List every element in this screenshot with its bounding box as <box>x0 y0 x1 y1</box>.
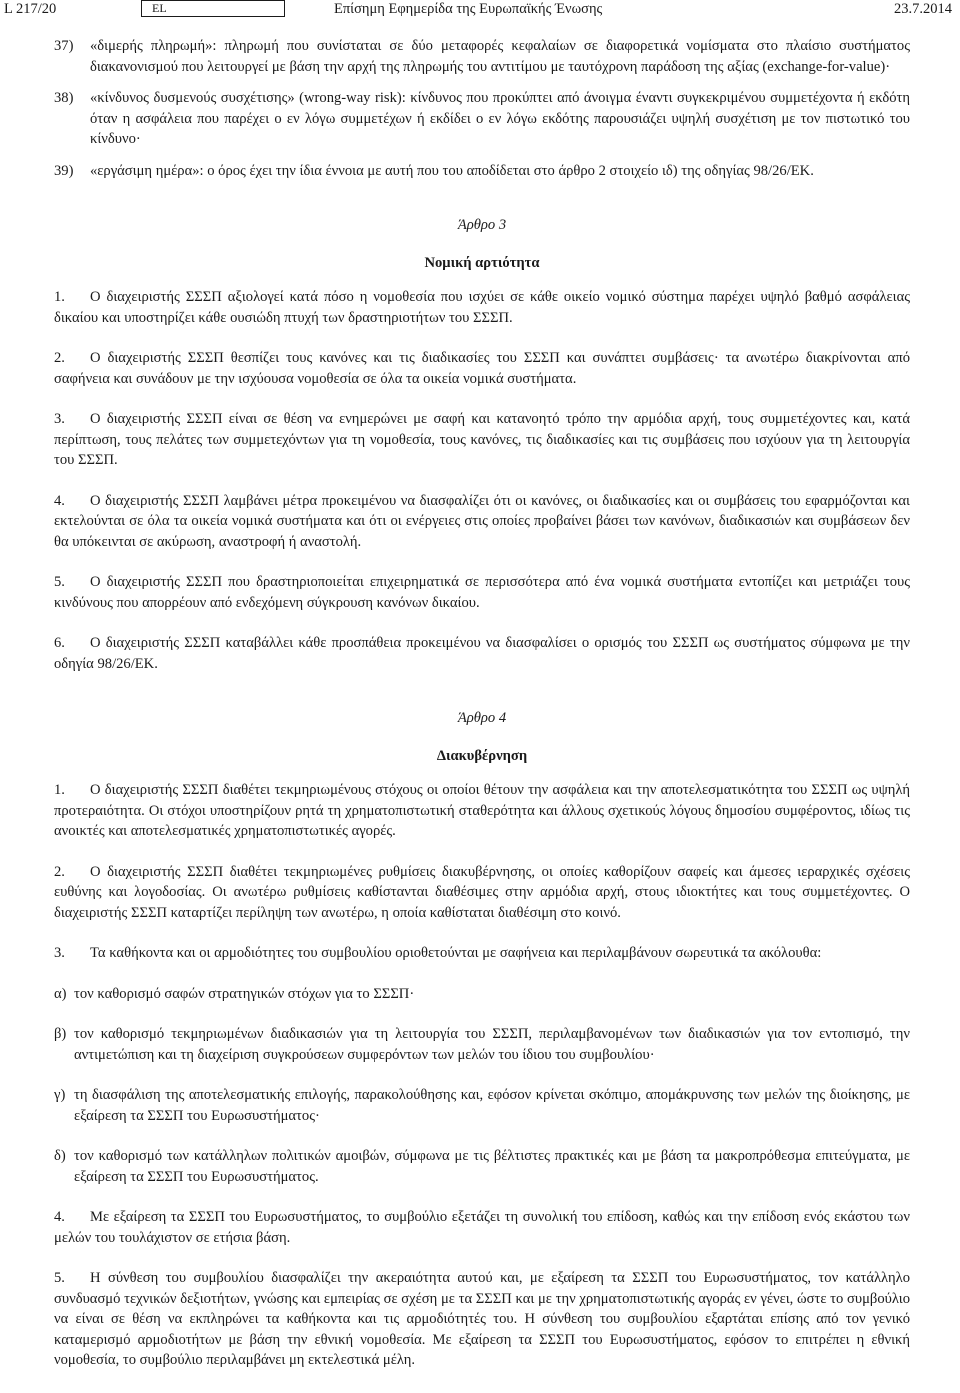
sub-item-text: τον καθορισμό σαφών στρατηγικών στόχων για το ΣΣΣΠ· <box>74 985 415 1002</box>
paragraph-number: 1. <box>54 289 65 305</box>
paragraph-number: 3. <box>54 411 65 427</box>
publication-date: 23.7.2014 <box>894 1 952 17</box>
paragraph <box>54 348 910 389</box>
page-header <box>4 0 956 18</box>
sub-item-text: τη διασφάλιση της αποτελεσματικής επιλογής, παρακολούθησης και, εφόσον κρίνεται σκόπιμο, απομάκρυνσης των μελών της διοίκησης, με εξαίρεση τα ΣΣΣΠ του Ευρωσυστήματος· <box>74 1087 910 1124</box>
article-4-title: Άρθρο 4 <box>457 710 507 726</box>
definition-item <box>54 36 910 77</box>
sub-item <box>54 1146 910 1187</box>
definition-number: 37) <box>54 38 74 54</box>
paragraph <box>54 862 910 924</box>
sub-item-letter: β) <box>54 1026 67 1042</box>
definition-text: «διμερής πληρωμή»: πληρωμή που συνίσταται σε δύο μεταφορές κεφαλαίων σε διαφορετικά νομίσματα στο πλαίσιο συστήματος διακανονισμού που λειτουργεί με βάση την αρχή της πληρωμής του αντιτίμου με ταυτόχρονη παράδοση της αξίας (exchange-for-value)· <box>90 38 910 75</box>
paragraph-number: 1. <box>54 782 65 798</box>
page-reference: L 217/20 <box>4 1 57 17</box>
paragraph-number: 3. <box>54 945 65 961</box>
paragraph-number: 2. <box>54 863 65 880</box>
paragraph-number: 2. <box>54 350 65 366</box>
paragraph-text: Ο διαχειριστής ΣΣΣΠ λαμβάνει μέτρα προκειμένου να διασφαλίζει ότι οι κανόνες, οι διαδικασίες και οι συμβάσεις του εφαρμόζονται και εκτελούνται σε όλα τα οικεία νομικά συστήματα και ότι οι ενέργειες στις οποίες προβαίνει βάσει των κανόνων, διαδικασιών και συμβάσεων δεν θα υπόκεινται σε ακύρωση, αναστροφή ή αναστολή. <box>54 492 910 550</box>
paragraph <box>54 287 910 328</box>
paragraph-text: Η σύνθεση του συμβουλίου διασφαλίζει την ακεραιότητα αυτού και, με εξαίρεση τα ΣΣΣΠ του Ευρωσυστήματος, τον κατάλληλο συνδυασμό τεχνικών δεξιοτήτων, γνώσης και εμπειρίας σε σχέση με τα ΣΣΣΠ και με την χρηματοπιστωτικής αγοράς εν γένει, ώστε το συμβούλιο να είναι σε θέση να εκπληρώνει τα καθήκοντα και τις αρμοδιότητές του. Η σύνθεση του συμβουλίου εξαρτάται επίσης από τον γενικό καταμερισμό αρμοδιοτήτων με βάση την εθνική νομοθεσία. Με εξαίρεση τα ΣΣΣΠ του Ευρωσυστήματος, εφόσον το επιτρέπει η εθνική νομοθεσία, το συμβούλιο περιλαμβάνει μη εκτελεστικά μέλη. <box>54 1270 910 1368</box>
paragraph-text: Ο διαχειριστής ΣΣΣΠ αξιολογεί κατά πόσο η νομοθεσία που ισχύει σε κάθε οικείο νομικό σύστημα παρέχει υψηλό βαθμό ασφάλειας δικαίου και υποστηρίζει κάθε ουσιώδη πτυχή των δραστηριοτήτων του ΣΣΣΠ. <box>54 289 910 326</box>
paragraph-number: 4. <box>54 1209 65 1225</box>
sub-item-text: τον καθορισμό των κατάλληλων πολιτικών αμοιβών, σύμφωνα με τις βέλτιστες πρακτικές και με βάση τα μακροπρόθεσμα επιτεύγματα, με εξαίρεση τα ΣΣΣΠ του Ευρωσυστήματος. <box>74 1148 910 1185</box>
paragraph-text: Ο διαχειριστής ΣΣΣΠ διαθέτει τεκμηριωμένους στόχους οι οποίοι θέτουν την ασφάλεια και την αποτελεσματικότητα του ΣΣΣΠ ως υψηλή προτεραιότητα. Οι στόχοι υποστηρίζουν ρητά τη χρηματοπιστωτική σταθερότητα και άλλους σχετικούς λόγους δημοσίου συμφέροντος, ιδίως τις ανοικτές και αποτελεσματικές χρηματοπιστωτικές αγορές. <box>54 782 910 839</box>
paragraph <box>54 1268 910 1371</box>
sub-item <box>54 984 910 1005</box>
paragraph <box>54 572 910 613</box>
paragraph <box>54 943 910 964</box>
paragraph-text: Με εξαίρεση τα ΣΣΣΠ του Ευρωσυστήματος, το συμβούλιο εξετάζει τη συνολική του επίδοση, καθώς και την επίδοση ενός εκάστου των μελών του τουλάχιστον σε ετήσια βάση. <box>54 1209 910 1246</box>
document-body <box>54 36 910 1391</box>
paragraph-number: 5. <box>54 1270 65 1286</box>
sub-item <box>54 1024 910 1065</box>
sub-item-letter: δ) <box>54 1148 66 1164</box>
paragraph-text: Ο διαχειριστής ΣΣΣΠ διαθέτει τεκμηριωμένες ρυθμίσεις διακυβέρνησης, οι οποίες καθορίζουν σαφείς και άμεσες ιεραρχικές σχέσεις ευθύνης και λογοδοσίας. Οι ανωτέρω ρυθμίσεις καθίστανται διαθέσιμες στην αρμόδια αρχή, στους ιδιοκτήτες και τους συμμετέχοντες. Ο διαχειριστής ΣΣΣΠ καταρτίζει περίληψη των ανωτέρω, η οποία καθίσταται διαθέσιμη στο κοινό. <box>54 863 910 921</box>
article-3-subtitle: Νομική αρτιότητα <box>424 254 540 271</box>
paragraph-number: 4. <box>54 492 65 509</box>
paragraph-number: 5. <box>54 574 65 590</box>
journal-title: Επίσημη Εφημερίδα της Ευρωπαϊκής Ένωσης <box>334 1 603 17</box>
sub-item-text: τον καθορισμό τεκμηριωμένων διαδικασιών για τη λειτουργία του ΣΣΣΠ, περιλαμβανομένων των διαδικασιών για τον εντοπισμό, την αντιμετώπιση και τη διαχείριση συγκρούσεων συμφερόντων των μελών του ίδιου του συμβουλίου· <box>74 1026 910 1063</box>
definition-text: «κίνδυνος δυσμενούς συσχέτισης» (wrong-way risk): κίνδυνος που προκύπτει από άνοιγμα έναντι συγκεκριμένου συμμετέχοντα ή εκδότη όταν η ασφάλεια που παρέχει ο εν λόγω συμμετέχων ή εκδίδει ο εν λόγω εκδότης παρουσιάζει υψηλή συσχέτιση με τον πιστωτικό του κίνδυνο· <box>90 90 910 147</box>
definition-text: «εργάσιμη ημέρα»: ο όρος έχει την ίδια έννοια με αυτή που του αποδίδεται στο άρθρο 2 στοιχείο ιδ) της οδηγίας 98/26/ΕΚ. <box>90 162 814 179</box>
paragraph <box>54 491 910 553</box>
paragraph-text: Ο διαχειριστής ΣΣΣΠ θεσπίζει τους κανόνες και τις διαδικασίες του ΣΣΣΠ και συνάπτει συμβάσεις· τα ανωτέρω διακρίνονται από σαφήνεια και συνάδουν με την ισχύουσα νομοθεσία σε όλα τα οικεία νομικά συστήματα. <box>54 350 910 387</box>
paragraph-text: Ο διαχειριστής ΣΣΣΠ καταβάλλει κάθε προσπάθεια προκειμένου να διασφαλίσει ο ορισμός του ΣΣΣΠ ως συστήματος σύμφωνα με την οδηγία 98/26/ΕΚ. <box>54 635 910 672</box>
sub-item-letter: γ) <box>54 1087 66 1103</box>
sub-item-letter: α) <box>54 985 67 1002</box>
paragraph <box>54 780 910 842</box>
definition-item <box>54 161 910 182</box>
article-3-title: Άρθρο 3 <box>457 217 507 233</box>
paragraph-text: Ο διαχειριστής ΣΣΣΠ είναι σε θέση να ενημερώνει με σαφή και κατανοητό τρόπο την αρμόδια αρχή, τους συμμετέχοντες και, κατά περίπτωση, τους πελάτες των συμμετεχόντων για τη νομοθεσία, τους κανόνες, τις διαδικασίες και τις συμβάσεις που ισχύουν για τη λειτουργία του ΣΣΣΠ. <box>54 411 910 468</box>
sub-item <box>54 1085 910 1126</box>
paragraph-text: Ο διαχειριστής ΣΣΣΠ που δραστηριοποιείται επιχειρηματικά σε περισσότερα από ένα νομικά συστήματα εντοπίζει και μετριάζει τους κινδύνους που απορρέουν από ενδεχόμενη σύγκρουση κανόνων δικαίου. <box>54 574 910 611</box>
paragraph <box>54 1207 910 1248</box>
paragraph <box>54 409 910 471</box>
article-4-subtitle: Διακυβέρνηση <box>436 747 528 764</box>
definition-number: 39) <box>54 162 74 179</box>
definition-item <box>54 88 910 150</box>
language-code-box: EL <box>141 0 285 17</box>
paragraph <box>54 633 910 674</box>
definition-number: 38) <box>54 90 74 106</box>
paragraph-number: 6. <box>54 635 65 651</box>
paragraph-text: Τα καθήκοντα και οι αρμοδιότητες του συμβουλίου οριοθετούνται με σαφήνεια και περιλαμβάνουν σωρευτικά τα ακόλουθα: <box>90 945 822 961</box>
